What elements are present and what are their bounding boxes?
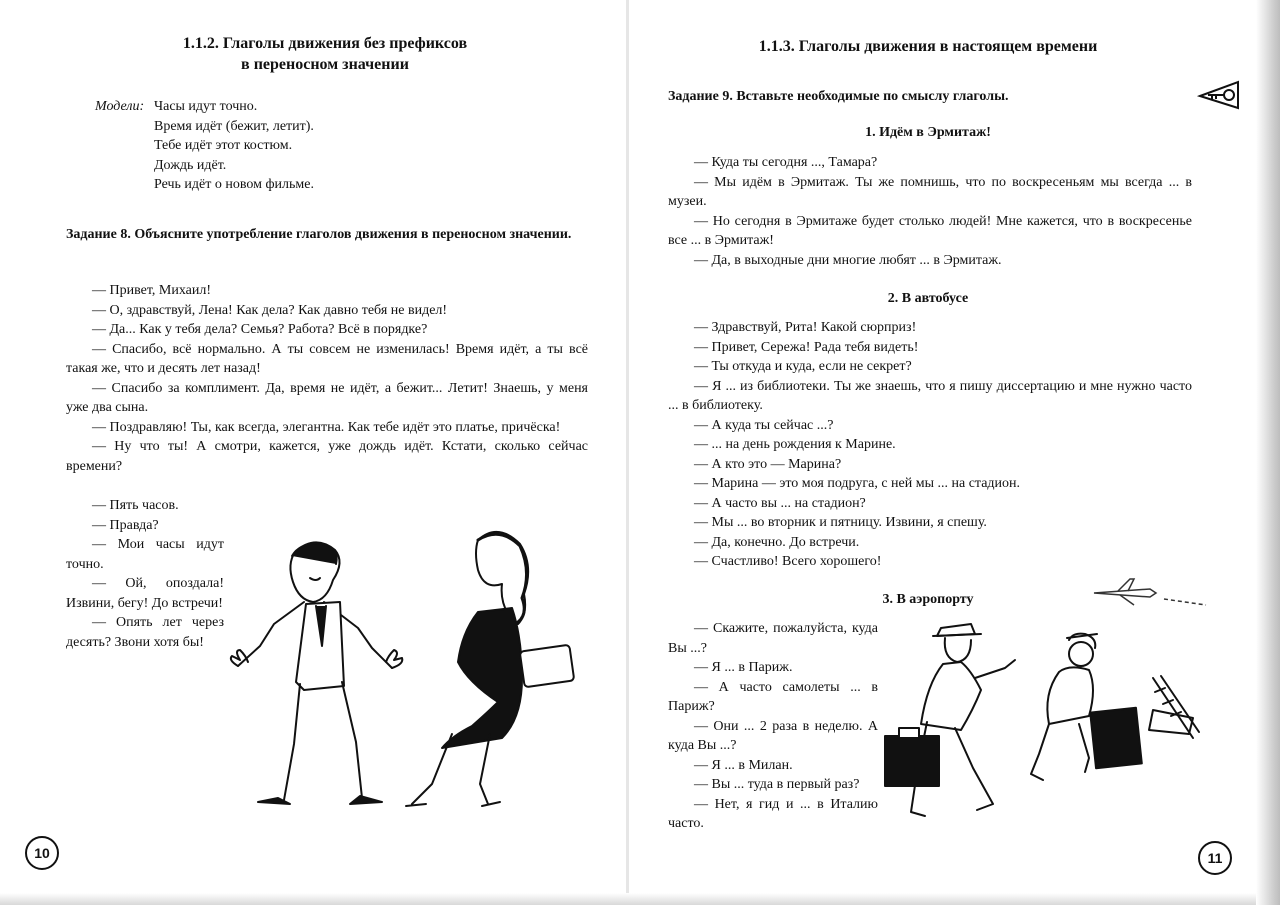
model-line: Время идёт (бежит, летит). [154,118,314,134]
section-2-dialogue [668,318,1192,572]
dialogue-left [66,281,588,476]
key-icon [1198,80,1244,110]
dialogue-line: — Здравствуй, Рита! Какой сюрприз! [694,320,917,335]
dialogue-line: — Марина — это моя подруга, с ней мы ... на стадион. [694,476,1021,491]
models-label: Модели: [95,99,145,114]
task-8: Задание 8. Объясните употребление глаголов движения в переносном значении. [66,227,572,242]
dialogue-line: — Ну что ты! А смотри, кажется, уже дождь идёт. Кстати, сколько сейчас времени? [66,439,588,474]
dialogue-left-narrow [66,496,224,652]
dialogue-line: — ... на день рождения к Марине. [694,437,896,452]
dialogue-line: — Спасибо, всё нормально. А ты совсем не изменилась! Время идёт, а ты всё такая же, что и десять лет назад! [66,341,588,376]
section-1-dialogue [668,153,1192,270]
section-3-dialogue [668,619,878,834]
right-page [628,0,1280,905]
dialogue-line: — А часто самолеты ... в Париж? [668,679,878,714]
dialogue-line: — Да, в выходные дни многие любят ... в Эрмитаж. [694,252,1002,268]
dialogue-line: — Мои часы идут точно. [66,537,224,572]
dialogue-line: — Правда? [92,517,159,533]
dialogue-line: — Опять лет через десять? Звони хотя бы! [66,615,224,650]
dialogue-line: — А часто вы ... на стадион? [694,495,866,511]
dialogue-line: — Но сегодня в Эрмитаже будет столько людей! Мне кажется, что в воскресенье все ... в Эрмитаж! [668,213,1192,248]
right-heading: 1.1.3. Глаголы движения в настоящем времени [758,38,1098,55]
models-list [154,97,474,195]
dialogue-line: — Они ... 2 раза в неделю. А куда Вы ...? [668,718,878,753]
page-number-right: 11 [1198,841,1232,875]
dialogue-line: — Мы идём в Эрмитаж. Ты же помнишь, что по воскресеньям мы всегда ... в музеи. [668,174,1192,209]
section-1-title: 1. Идём в Эрмитаж! [865,125,991,140]
dialogue-line: — Куда ты сегодня ..., Тамара? [694,155,878,170]
dialogue-line: — Поздравляю! Ты, как всегда, элегантна. Как тебе идёт это платье, причёска! [92,419,561,435]
dialogue-line: — Я ... из библиотеки. Ты же знаешь, что я пишу диссертацию и мне нужно часто ... в библиотеку. [668,378,1192,413]
dialogue-line: — О, здравствуй, Лена! Как дела? Как давно тебя не видел! [92,302,448,318]
section-3-title: 3. В аэропорту [882,592,974,607]
dialogue-line: — Я ... в Милан. [694,757,793,773]
model-line: Тебе идёт этот костюм. [154,138,293,153]
left-heading-line-2: в переносном значении [241,56,409,73]
dialogue-line: — Ой, опоздала! Извини, бегу! До встречи! [66,576,224,611]
dialogue-line: — Да, конечно. До встречи. [694,534,860,550]
dialogue-line: — Ты откуда и куда, если не секрет? [694,359,912,374]
dialogue-line: — Пять часов. [92,498,179,513]
dialogue-line: — Привет, Сережа! Рада тебя видеть! [694,339,919,355]
dialogue-line: — А кто это — Марина? [694,456,842,472]
left-heading-line-1: 1.1.2. Глаголы движения без префиксов [182,35,468,52]
task-9: Задание 9. Вставьте необходимые по смыслу глаголы. [668,89,1009,104]
illustration-travelers [883,618,1213,828]
illustration-man-woman [220,520,580,810]
dialogue-line: — Вы ... туда в первый раз? [694,777,860,792]
left-page [0,0,628,905]
model-line: Дождь идёт. [154,157,227,173]
dialogue-line: — Да... Как у тебя дела? Семья? Работа? Всё в порядке? [92,322,428,337]
dialogue-line: — Спасибо за комплимент. Да, время не идёт, а бежит... Летит! Знаешь, у меня уже два сына. [66,380,588,415]
dialogue-line: — Нет, я гид и ... в Италию часто. [668,796,878,831]
model-line: Речь идёт о новом фильме. [154,177,314,192]
dialogue-line: — Привет, Михаил! [92,283,212,298]
model-line: Часы идут точно. [154,99,258,114]
airplane-icon [1090,575,1210,615]
dialogue-line: — Счастливо! Всего хорошего! [694,554,882,569]
dialogue-line: — А куда ты сейчас ...? [694,417,834,433]
dialogue-line: — Мы ... во вторник и пятницу. Извини, я спешу. [694,515,987,530]
dialogue-line: — Я ... в Париж. [694,660,793,675]
section-2-title: 2. В автобусе [887,291,969,306]
left-heading [80,33,570,75]
dialogue-line: — Скажите, пожалуйста, куда Вы ...? [668,621,878,656]
page-number-left: 10 [25,836,59,870]
